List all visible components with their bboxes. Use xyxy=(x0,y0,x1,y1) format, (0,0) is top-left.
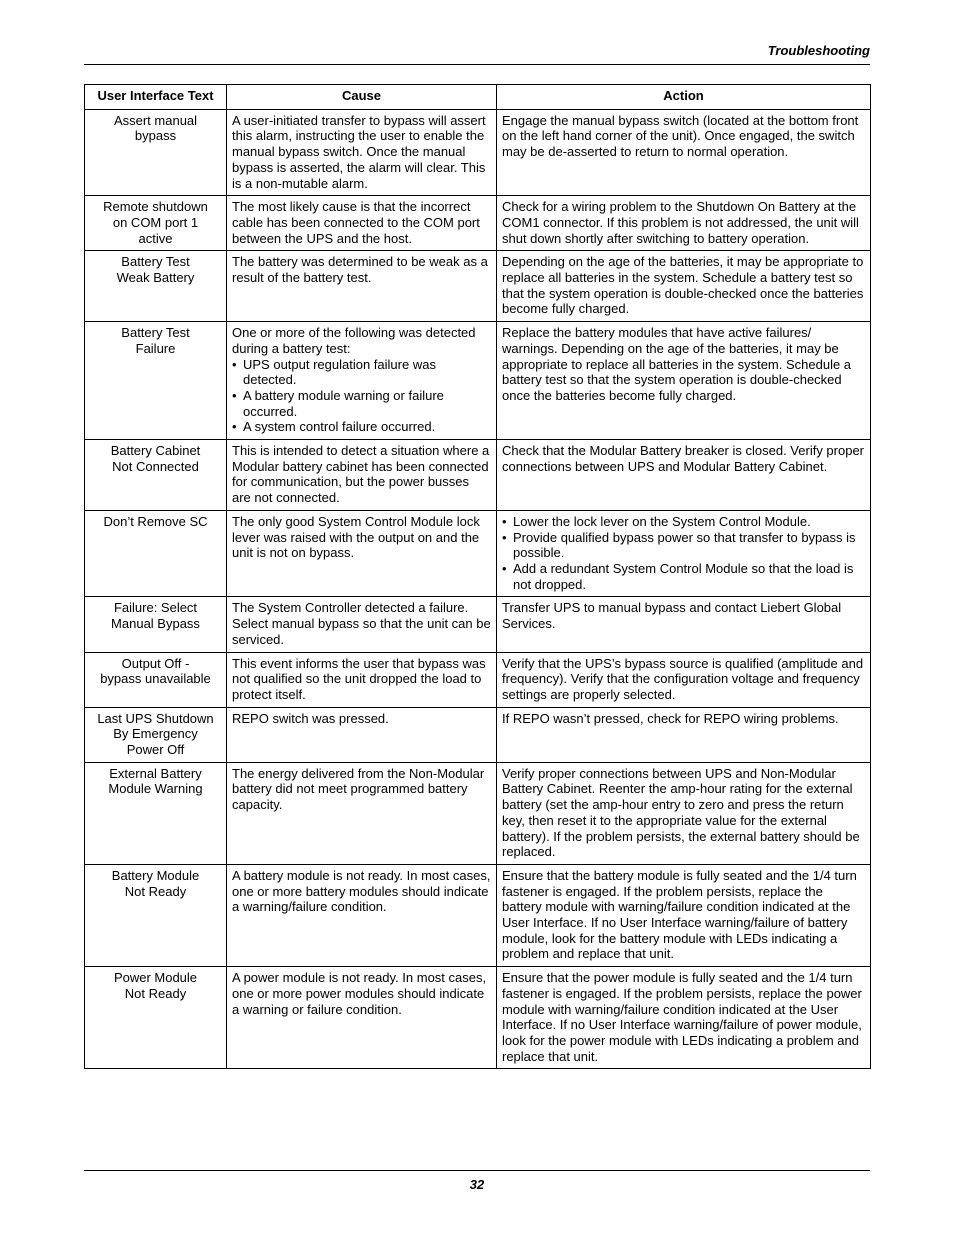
action-bullet-list xyxy=(502,514,865,593)
ui-text-cell: Power Module Not Ready xyxy=(85,967,227,1069)
footer-divider xyxy=(84,1170,870,1171)
column-header-cause: Cause xyxy=(227,85,497,110)
cause-cell: REPO switch was pressed. xyxy=(227,707,497,762)
ui-text-cell: Battery Test Failure xyxy=(85,322,227,440)
action-cell: Transfer UPS to manual bypass and contact Liebert Global Services. xyxy=(497,597,871,652)
section-title: Troubleshooting xyxy=(767,43,870,58)
bullet-item: • UPS output regulation failure was detected. xyxy=(232,357,491,388)
ui-text-cell: Output Off - bypass unavailable xyxy=(85,652,227,707)
cause-intro: One or more of the following was detected during a battery test: xyxy=(232,325,476,356)
column-header-action: Action xyxy=(497,85,871,110)
action-cell: Check that the Modular Battery breaker is closed. Verify proper connections between UPS and Modular Battery Cabinet. xyxy=(497,440,871,511)
ui-text-cell: Battery Test Weak Battery xyxy=(85,251,227,322)
cause-cell: A power module is not ready. In most cases, one or more power modules should indicate a warning or failure condition. xyxy=(227,967,497,1069)
troubleshooting-table xyxy=(84,84,871,1069)
action-cell: Ensure that the battery module is fully seated and the 1/4 turn fastener is engaged. If the problem persists, replace the battery module with warning/failure condition indicated at the User Interface. If no User Interface warning/failure of battery module, look for the battery module with LEDs indicating a problem and replace that unit. xyxy=(497,864,871,966)
table-header-row xyxy=(85,85,871,110)
table-row xyxy=(85,967,871,1069)
action-cell: Engage the manual bypass switch (located at the bottom front on the left hand corner of the unit). Once engaged, the switch may be de-asserted to return to normal operation. xyxy=(497,109,871,196)
action-cell xyxy=(497,510,871,597)
action-cell: Check for a wiring problem to the Shutdown On Battery at the COM1 connector. If this problem is not addressed, the unit will shut down shortly after switching to battery operation. xyxy=(497,196,871,251)
action-cell: Depending on the age of the batteries, it may be appropriate to replace all batteries in the system. Schedule a battery test so that the system operation is double-checked once the batteries become fully charged. xyxy=(497,251,871,322)
action-cell: Verify that the UPS’s bypass source is qualified (amplitude and frequency). Verify that the configuration voltage and frequency settings are properly selected. xyxy=(497,652,871,707)
cause-cell: A battery module is not ready. In most cases, one or more battery modules should indicate a warning/failure condition. xyxy=(227,864,497,966)
cause-cell: The most likely cause is that the incorrect cable has been connected to the COM port between the UPS and the host. xyxy=(227,196,497,251)
ui-text-cell: Last UPS Shutdown By Emergency Power Off xyxy=(85,707,227,762)
table-row xyxy=(85,196,871,251)
bullet-item: • Add a redundant System Control Module so that the load is not dropped. xyxy=(502,561,865,592)
action-cell: Replace the battery modules that have active failures/ warnings. Depending on the age of the batteries, it may be appropriate to replace all batteries in the system. Schedule a battery test so that the system operation is double-checked once the batteries become fully charged. xyxy=(497,322,871,440)
ui-text-cell: Don’t Remove SC xyxy=(85,510,227,597)
ui-text-cell: External Battery Module Warning xyxy=(85,762,227,864)
cause-cell: This event informs the user that bypass was not qualified so the unit dropped the load to protect itself. xyxy=(227,652,497,707)
cause-cell: The battery was determined to be weak as a result of the battery test. xyxy=(227,251,497,322)
table-row xyxy=(85,251,871,322)
table-row xyxy=(85,762,871,864)
column-header-ui-text: User Interface Text xyxy=(85,85,227,110)
bullet-item: • Provide qualified bypass power so that transfer to bypass is possible. xyxy=(502,530,865,561)
cause-cell xyxy=(227,322,497,440)
table-row xyxy=(85,109,871,196)
bullet-item: • A battery module warning or failure occurred. xyxy=(232,388,491,419)
page-number: 32 xyxy=(469,1177,485,1192)
cause-cell: A user-initiated transfer to bypass will assert this alarm, instructing the user to enable the manual bypass switch. Once the manual bypass is asserted, the alarm will clear. This is a non-mutable alarm. xyxy=(227,109,497,196)
table-row xyxy=(85,440,871,511)
bullet-item: • A system control failure occurred. xyxy=(232,419,491,435)
bullet-item: • Lower the lock lever on the System Control Module. xyxy=(502,514,865,530)
table-row xyxy=(85,864,871,966)
table-row xyxy=(85,652,871,707)
ui-text-cell: Battery Module Not Ready xyxy=(85,864,227,966)
action-cell: Verify proper connections between UPS and Non-Modular Battery Cabinet. Reenter the amp-hour rating for the external battery (set the amp-hour entry to zero and press the return key, then reset it to the appropriate value for the external battery). If the problem persists, the external battery should be replaced. xyxy=(497,762,871,864)
cause-bullet-list xyxy=(232,357,491,436)
header-divider xyxy=(84,64,870,65)
ui-text-cell: Battery Cabinet Not Connected xyxy=(85,440,227,511)
cause-cell: The only good System Control Module lock lever was raised with the output on and the unit is not on bypass. xyxy=(227,510,497,597)
table-row xyxy=(85,707,871,762)
action-cell: Ensure that the power module is fully seated and the 1/4 turn fastener is engaged. If the problem persists, replace the power module with warning/failure condition indicated at the User Interface. If no User Interface warning/failure of power module, look for the power module with LEDs indicating a problem and replace that unit. xyxy=(497,967,871,1069)
ui-text-cell: Remote shutdown on COM port 1 active xyxy=(85,196,227,251)
cause-cell: The energy delivered from the Non-Modular battery did not meet programmed battery capacity. xyxy=(227,762,497,864)
table-row xyxy=(85,510,871,597)
ui-text-cell: Failure: Select Manual Bypass xyxy=(85,597,227,652)
action-cell: If REPO wasn’t pressed, check for REPO wiring problems. xyxy=(497,707,871,762)
ui-text-cell: Assert manual bypass xyxy=(85,109,227,196)
cause-cell: This is intended to detect a situation where a Modular battery cabinet has been connected for communication, but the power busses are not connected. xyxy=(227,440,497,511)
cause-cell: The System Controller detected a failure. Select manual bypass so that the unit can be serviced. xyxy=(227,597,497,652)
table-row xyxy=(85,322,871,440)
table-row xyxy=(85,597,871,652)
